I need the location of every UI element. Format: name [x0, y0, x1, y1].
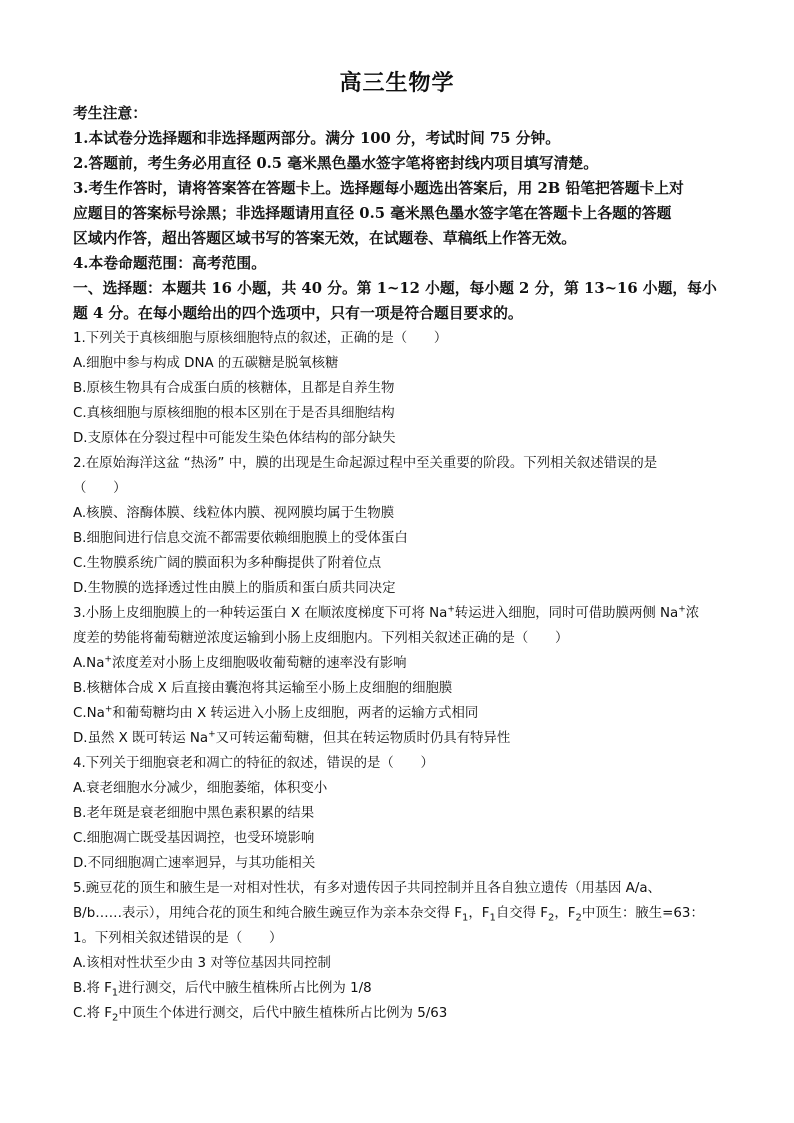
q2-option-b: B.细胞间进行信息交流不都需要依赖细胞膜上的受体蛋白: [73, 531, 408, 546]
notice-item-4: 4.本卷命题范围：高考范围。: [73, 255, 267, 272]
q5-stem-part: 自交得 F: [495, 906, 548, 921]
charge-sup: +: [104, 704, 113, 715]
q1-stem: 1.下列关于真核细胞与原核细胞特点的叙述，正确的是（ ）: [73, 331, 448, 346]
q1-option-d: D.支原体在分裂过程中可能发生染色体结构的部分缺失: [73, 431, 396, 446]
q3-option-c-part: C.Na: [73, 706, 105, 721]
section-heading-cont: 题 4 分。在每小题给出的四个选项中，只有一项是符合题目要求的。: [73, 305, 523, 322]
q4-option-b: B.老年斑是衰老细胞中黑色素积累的结果: [73, 806, 315, 821]
q5-option-c-part: C.将 F: [73, 1006, 112, 1021]
subscript: 2: [575, 912, 582, 924]
subscript: 2: [111, 1012, 119, 1024]
q3-option-c-part: 和葡萄糖均由 X 转运进入小肠上皮细胞，两者的运输方式相同: [112, 706, 479, 721]
q5-option-b: [73, 979, 723, 999]
charge-sup: +: [104, 654, 112, 665]
charge-sup: +: [447, 604, 455, 615]
q2-stem: 2.在原始海洋这盆 “热汤” 中，膜的出现是生命起源过程中至关重要的阶段。下列相关叙述错误的是: [73, 456, 658, 471]
q3-option-a-part: 浓度差对小肠上皮细胞吸收葡萄糖的速率没有影响: [111, 656, 407, 671]
section-heading: 一、选择题：本题共 16 小题，共 40 分。第 1~12 小题，每小题 2 分，第 13~16 小题，每小: [73, 280, 717, 297]
subscript: 1: [111, 987, 119, 999]
q4-stem: 4.下列关于细胞衰老和凋亡的特征的叙述，错误的是（ ）: [73, 756, 434, 771]
notice-item-2: 2.答题前，考生务必用直径 0.5 毫米黑色墨水签字笔将密封线内项目填写清楚。: [73, 155, 598, 172]
q4-option-c: C.细胞凋亡既受基因调控，也受环境影响: [73, 831, 315, 846]
q5-stem-part: ，F: [468, 906, 490, 921]
subscript: 1: [462, 912, 469, 924]
q5-option-b-part: B.将 F: [73, 981, 112, 996]
charge-sup: +: [208, 729, 216, 740]
q1-option-a: A.细胞中参与构成 DNA 的五碳糖是脱氧核糖: [73, 356, 339, 371]
q3-stem-part: 转运进入细胞，同时可借助膜两侧 Na: [454, 606, 679, 621]
q5-option-c-part: 中顶生个体进行测交，后代中腋生植株所占比例为 5/63: [118, 1006, 448, 1021]
q5-stem-part: B/b……表示），用纯合花的顶生和纯合腋生豌豆作为亲本杂交得 F: [73, 906, 463, 921]
subscript: 1: [489, 912, 496, 924]
q3-option-d-part: D.虽然 X 既可转运 Na: [73, 731, 209, 746]
notice-item-1: 1.本试卷分选择题和非选择题两部分。满分 100 分，考试时间 75 分钟。: [73, 130, 561, 147]
q2-option-d: D.生物膜的选择透过性由膜上的脂质和蛋白质共同决定: [73, 581, 396, 596]
q4-option-a: A.衰老细胞水分减少，细胞萎缩，体积变小: [73, 781, 328, 796]
q5-stem-part: 中顶生：腋生=63：: [581, 906, 704, 921]
page-title: 高三生物学: [339, 70, 455, 96]
q5-option-a: A.该相对性状至少由 3 对等位基因共同控制: [73, 956, 331, 971]
q3-option-b: B.核糖体合成 X 后直接由囊泡将其运输至小肠上皮细胞的细胞膜: [73, 681, 453, 696]
notice-item-3-cont: 应题目的答案标号涂黑；非选择题请用直径 0.5 毫米黑色墨水签字笔在答题卡上各题的答题: [73, 205, 672, 222]
q2-option-a: A.核膜、溶酶体膜、线粒体内膜、视网膜均属于生物膜: [73, 506, 395, 521]
q2-stem-cont: （ ）: [73, 481, 127, 496]
q3-option-c: [73, 704, 723, 724]
q3-stem-part: 浓: [685, 606, 700, 621]
q1-option-b: B.原核生物具有合成蛋白质的核糖体，且都是自养生物: [73, 381, 395, 396]
subscript: 2: [548, 912, 555, 924]
q3-stem: [73, 604, 723, 624]
q5-stem-cont2: 1。下列相关叙述错误的是（ ）: [73, 931, 283, 946]
q5-option-c: [73, 1004, 723, 1024]
q5-stem: 5.豌豆花的顶生和腋生是一对相对性状，有多对遗传因子共同控制并且各自独立遗传（用基因 A/a、: [73, 881, 661, 896]
q5-option-b-part: 进行测交，后代中腋生植株所占比例为 1/8: [118, 981, 372, 996]
q4-option-d: D.不同细胞凋亡速率迥异，与其功能相关: [73, 856, 316, 871]
q5-stem-cont: [73, 904, 723, 924]
q3-option-a-part: A.Na: [73, 656, 105, 671]
q3-stem-cont: 度差的势能将葡萄糖逆浓度运输到小肠上皮细胞内。下列相关叙述正确的是（ ）: [73, 631, 569, 646]
q5-stem-part: ，F: [554, 906, 576, 921]
notice-heading: 考生注意：: [73, 105, 147, 122]
q2-option-c: C.生物膜系统广阔的膜面积为多种酶提供了附着位点: [73, 556, 382, 571]
q3-option-d-part: 又可转运葡萄糖，但其在转运物质时仍具有特异性: [215, 731, 511, 746]
q3-option-d: [73, 729, 723, 749]
q3-option-a: [73, 654, 723, 674]
q1-option-c: C.真核细胞与原核细胞的根本区别在于是否具细胞结构: [73, 406, 395, 421]
q3-stem-part: 3.小肠上皮细胞膜上的一种转运蛋白 X 在顺浓度梯度下可将 Na: [73, 606, 448, 621]
charge-sup: +: [678, 604, 686, 615]
notice-item-3-cont2: 区域内作答，超出答题区域书写的答案无效，在试题卷、草稿纸上作答无效。: [73, 230, 577, 247]
notice-item-3: 3.考生作答时，请将答案答在答题卡上。选择题每小题选出答案后，用 2B 铅笔把答题卡上对: [73, 180, 684, 197]
